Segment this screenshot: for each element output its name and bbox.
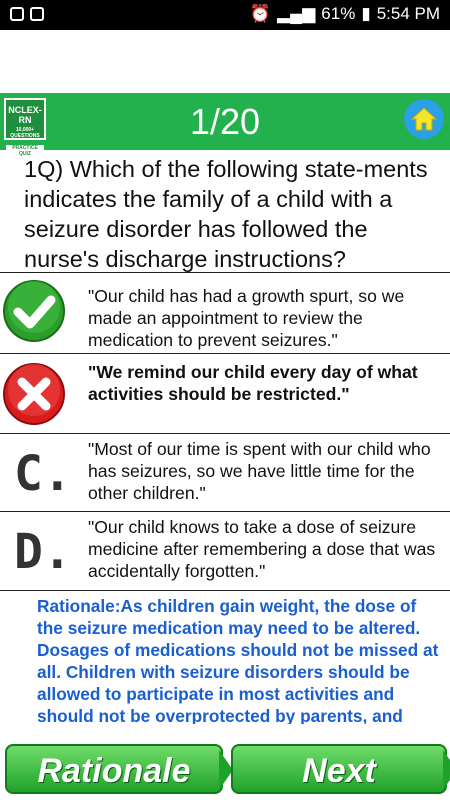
arrow-right-icon — [443, 750, 450, 790]
rationale-button[interactable] — [5, 744, 223, 794]
wrong-x-icon — [2, 362, 68, 428]
notification-icon — [10, 7, 24, 21]
notification-icons — [10, 7, 44, 21]
home-icon — [411, 107, 437, 131]
status-bar — [0, 0, 450, 30]
rationale-button-label: Rationale — [37, 752, 191, 790]
option-c-text: "Most of our time is spent with our child who has seizures, so we have little time for the other children." — [88, 439, 431, 503]
next-button-label: Next — [302, 752, 376, 790]
battery-percent: 61% — [321, 4, 356, 23]
signal-icon: ▂▄▆ — [277, 4, 316, 23]
option-d-text: "Our child knows to take a dose of seizure medicine after remembering a dose that was accidentally forgotten." — [88, 517, 436, 581]
logo-caption: PRACTICE QUIZ — [6, 145, 44, 157]
answer-option-d[interactable] — [0, 511, 450, 591]
option-a-text: "Our child has had a growth spurt, so we made an appointment to review the medication to prevent seizures." — [88, 286, 405, 350]
option-d-marker: D. — [14, 524, 72, 580]
question-counter: 1/20 — [189, 101, 261, 142]
clock: 5:54 PM — [376, 4, 440, 23]
rationale-text: Rationale:As children gain weight, the dose of the seizure medication may need to be altered. Dosages of medications should not be missed at all. Children with seizure disorders should be allowed to participate in most activities and should not be overprotected by parents, and — [37, 596, 439, 724]
alarm-icon: ⏰ — [249, 4, 272, 23]
logo-title: NCLEX-RN — [8, 105, 42, 125]
quiz-header — [0, 93, 450, 157]
answer-option-b[interactable] — [0, 353, 450, 434]
correct-check-icon — [2, 279, 68, 345]
notification-icon — [30, 7, 44, 21]
home-button[interactable] — [404, 99, 444, 139]
option-b-text: "We remind our child every day of what activities should be restricted." — [88, 362, 418, 404]
rationale-panel[interactable] — [0, 590, 450, 724]
next-button[interactable] — [231, 744, 447, 794]
logo-subtitle: 10,000+ QUESTIONS — [10, 127, 40, 139]
answer-option-a[interactable] — [0, 272, 450, 354]
option-c-marker: C. — [14, 446, 72, 502]
battery-icon: ▮ — [361, 4, 371, 23]
question-text: 1Q) Which of the following state-ments indicates the family of a child with a seizure disorder has followed the nurse's discharge instructions? — [24, 156, 428, 272]
answer-option-c[interactable] — [0, 433, 450, 512]
